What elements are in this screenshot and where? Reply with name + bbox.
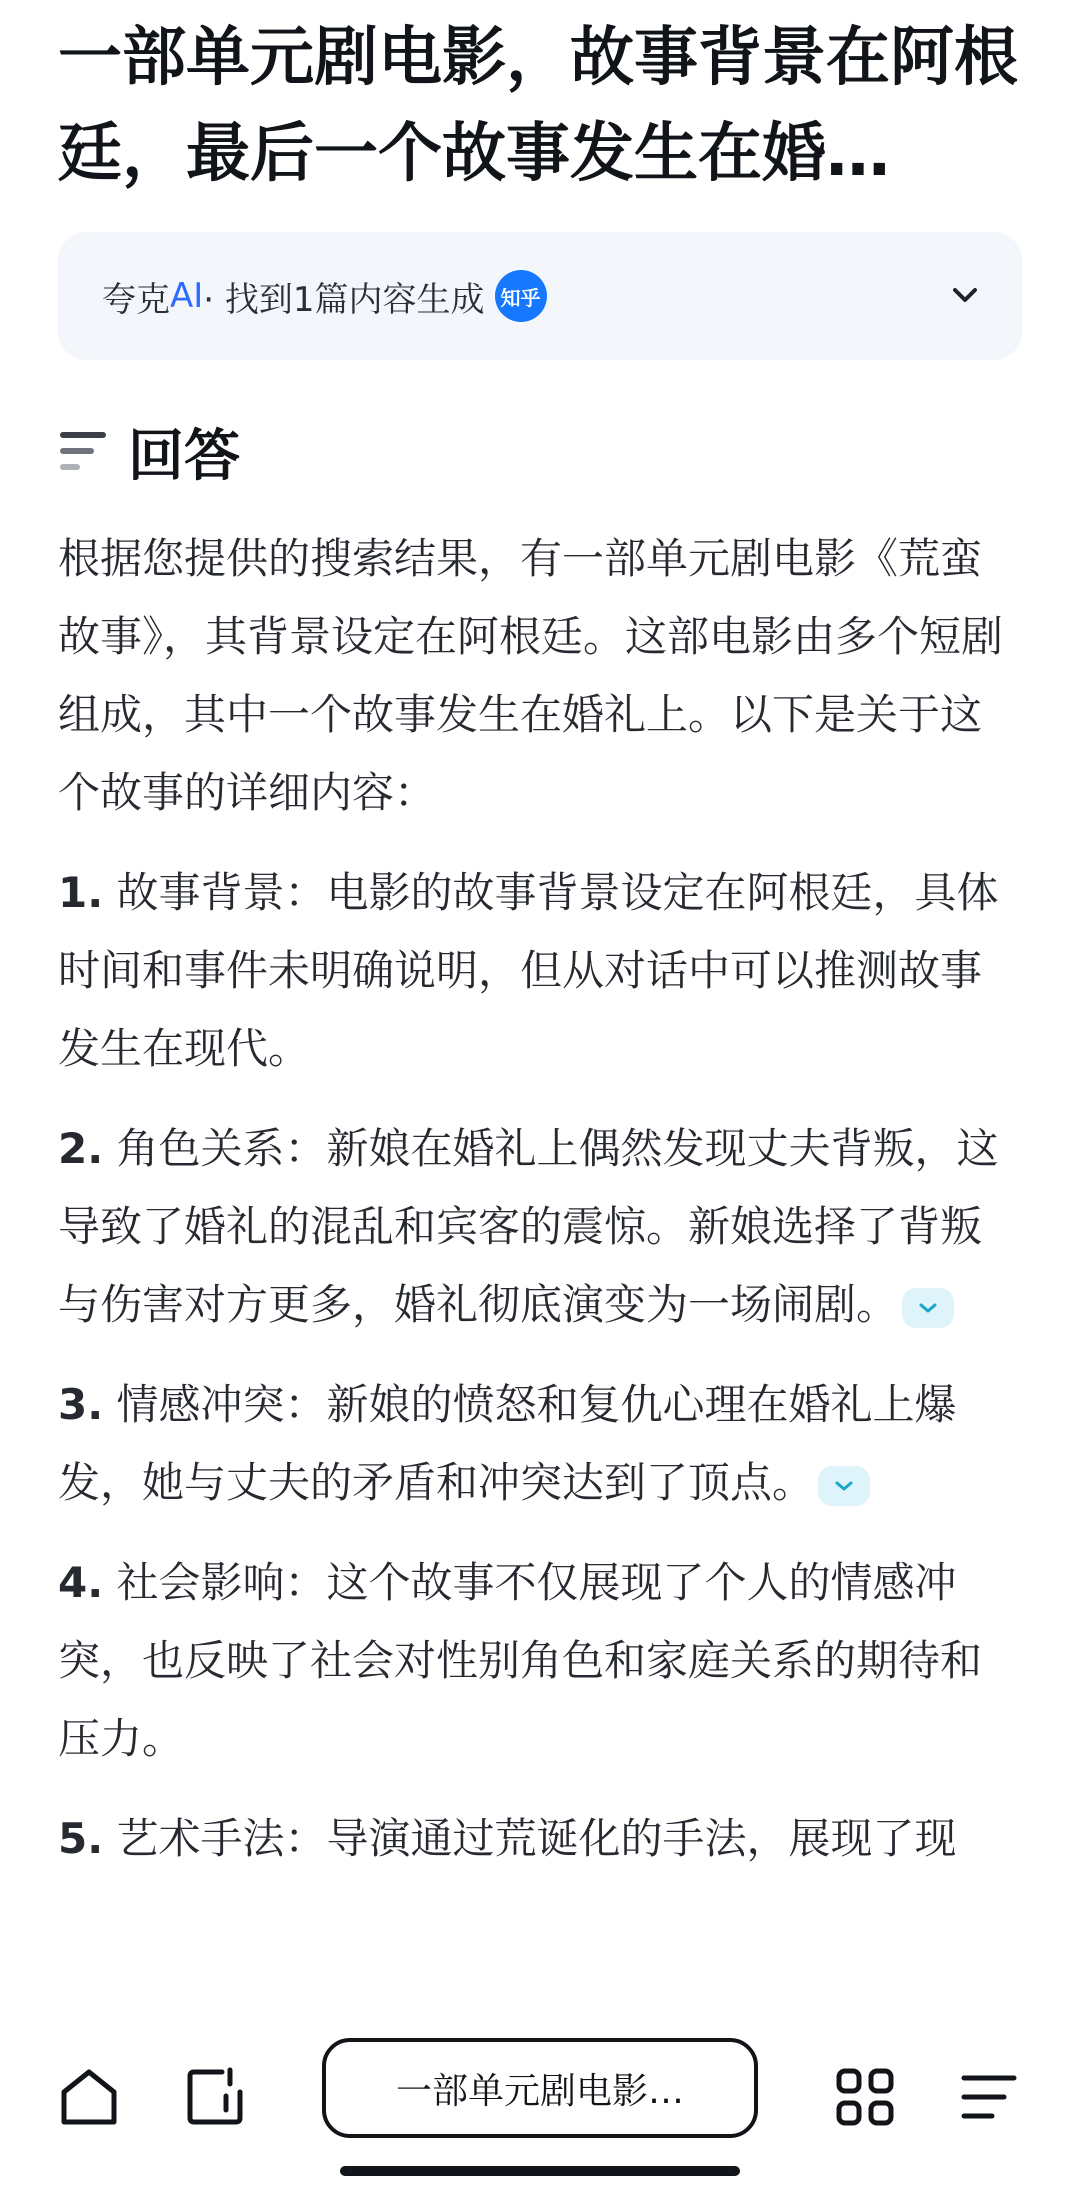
page-title: 一部单元剧电影，故事背景在阿根廷，最后一个故事发生在婚… bbox=[58, 21, 1018, 191]
answer-lines-icon bbox=[58, 428, 110, 476]
chevron-down-icon bbox=[918, 1301, 938, 1315]
answer-item-5: 5. 艺术手法：导演通过荒诞化的手法，展现了现 bbox=[58, 1814, 957, 1863]
expand-citation-chip[interactable] bbox=[902, 1288, 954, 1328]
answer-header bbox=[58, 412, 240, 492]
found-count-text: · 找到1篇内容生成 bbox=[203, 279, 485, 320]
source-summary-text bbox=[102, 270, 547, 322]
expand-citation-chip[interactable] bbox=[818, 1466, 870, 1506]
source-summary-panel[interactable] bbox=[58, 232, 1022, 360]
app-name: 夸克 bbox=[102, 279, 170, 320]
tabs-window-icon[interactable] bbox=[184, 2066, 246, 2128]
home-indicator[interactable] bbox=[340, 2166, 740, 2176]
answer-heading: 回答 bbox=[128, 424, 240, 489]
search-query-pill[interactable]: 一部单元剧电影… bbox=[322, 2038, 758, 2138]
home-icon[interactable] bbox=[58, 2066, 120, 2128]
answer-item-3: 3. 情感冲突：新娘的愤怒和复仇心理在婚礼上爆发，她与丈夫的矛盾和冲突达到了顶点。 bbox=[58, 1380, 957, 1507]
answer-item-2: 2. 角色关系：新娘在婚礼上偶然发现丈夫背叛，这导致了婚礼的混乱和宾客的震惊。新娘选择了背叛与伤害对方更多，婚礼彻底演变为一场闹剧。 bbox=[58, 1124, 999, 1329]
chevron-down-icon bbox=[834, 1479, 854, 1493]
apps-grid-icon[interactable] bbox=[834, 2066, 896, 2128]
answer-intro: 根据您提供的搜索结果，有一部单元剧电影《荒蛮故事》，其背景设定在阿根廷。这部电影由多个短剧组成，其中一个故事发生在婚礼上。以下是关于这个故事的详细内容： bbox=[58, 534, 1004, 817]
zhihu-source-badge: 知乎 bbox=[495, 270, 547, 322]
menu-icon[interactable] bbox=[958, 2066, 1020, 2128]
chevron-down-icon[interactable] bbox=[950, 280, 980, 310]
answer-item-1: 1. 故事背景：电影的故事背景设定在阿根廷，具体时间和事件未明确说明，但从对话中可以推测故事发生在现代。 bbox=[58, 868, 999, 1073]
answer-content bbox=[58, 520, 1018, 1990]
app-ai-label: AI bbox=[170, 276, 204, 316]
answer-item-4: 4. 社会影响：这个故事不仅展现了个人的情感冲突，也反映了社会对性别角色和家庭关系的期待和压力。 bbox=[58, 1558, 983, 1763]
